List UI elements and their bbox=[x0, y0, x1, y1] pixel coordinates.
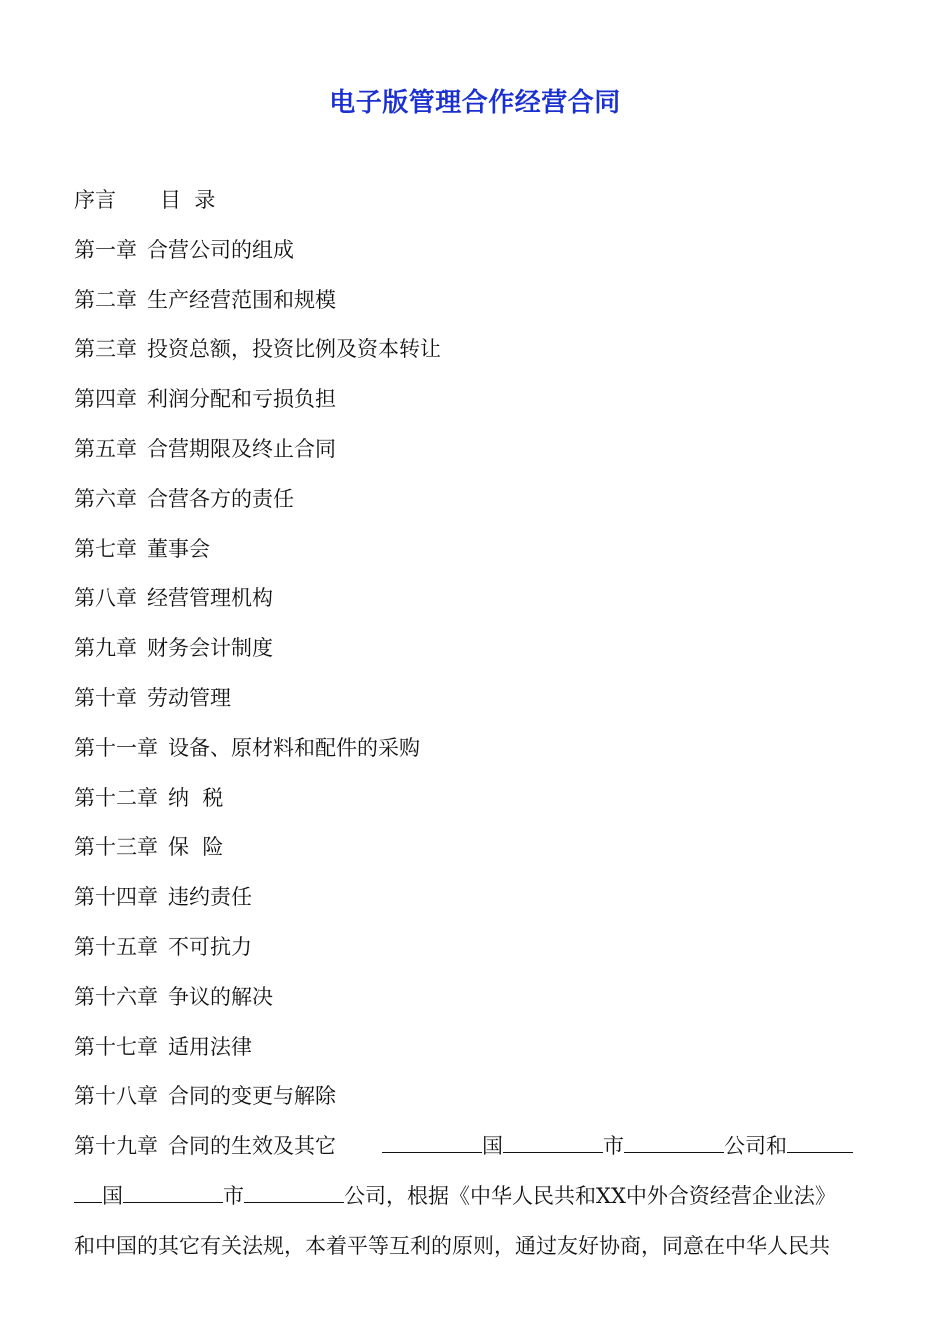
chapter-number: 第十八章 bbox=[74, 1084, 158, 1109]
chapter-title: 合营公司的组成 bbox=[147, 237, 294, 262]
chapter-title: 合营各方的责任 bbox=[147, 486, 294, 511]
chapter-number: 第十二章 bbox=[74, 785, 158, 810]
chapter-title: 经营管理机构 bbox=[147, 586, 273, 611]
chapter-title: 违约责任 bbox=[168, 885, 252, 910]
body-text: 公司，根据《中华人民共和XX中外合资经营企业法》 bbox=[344, 1183, 836, 1208]
body-text: 市 bbox=[603, 1134, 624, 1159]
toc-item bbox=[74, 980, 884, 1030]
toc-item bbox=[74, 581, 884, 631]
body-text: 市 bbox=[223, 1183, 244, 1208]
body-text: 国 bbox=[102, 1183, 123, 1208]
toc-item bbox=[74, 830, 884, 880]
toc-item bbox=[74, 332, 884, 382]
chapter-number: 第十五章 bbox=[74, 934, 158, 959]
chapter-title: 保 险 bbox=[168, 835, 224, 860]
toc-item bbox=[74, 233, 884, 283]
chapter-title: 合同的变更与解除 bbox=[168, 1084, 336, 1109]
blank-field bbox=[123, 1180, 223, 1203]
table-of-contents bbox=[74, 183, 884, 1279]
chapter-number: 第三章 bbox=[74, 337, 137, 362]
blank-field bbox=[74, 1180, 102, 1203]
toc-item bbox=[74, 880, 884, 930]
toc-item bbox=[74, 731, 884, 781]
blank-field bbox=[244, 1180, 344, 1203]
chapter-title: 争议的解决 bbox=[168, 984, 273, 1009]
toc-item bbox=[74, 631, 884, 681]
chapter-title: 劳动管理 bbox=[147, 685, 231, 710]
chapter-number: 第十章 bbox=[74, 685, 137, 710]
chapter-title: 合营期限及终止合同 bbox=[147, 436, 336, 461]
toc-item bbox=[74, 532, 884, 582]
body-text: 公司和 bbox=[724, 1134, 787, 1159]
toc-item bbox=[74, 482, 884, 532]
chapter-number: 第九章 bbox=[74, 636, 137, 661]
chapter-title: 合同的生效及其它 bbox=[168, 1134, 336, 1159]
body-line bbox=[74, 1179, 884, 1229]
chapter-title: 财务会计制度 bbox=[147, 636, 273, 661]
blank-field bbox=[382, 1130, 482, 1153]
toc-item bbox=[74, 1030, 884, 1080]
chapter-title: 不可抗力 bbox=[168, 934, 252, 959]
chapter-title: 生产经营范围和规模 bbox=[147, 287, 336, 312]
toc-label: 目 录 bbox=[160, 188, 216, 212]
toc-item bbox=[74, 382, 884, 432]
chapter-title: 投资总额，投资比例及资本转让 bbox=[147, 337, 441, 362]
toc-item-with-body-start bbox=[74, 1129, 884, 1179]
chapter-title: 利润分配和亏损负担 bbox=[147, 387, 336, 412]
body-line: 和中国的其它有关法规，本着平等互利的原则，通过友好协商，同意在中华人民共 bbox=[74, 1233, 830, 1258]
chapter-number: 第一章 bbox=[74, 237, 137, 262]
chapter-title: 董事会 bbox=[147, 536, 210, 561]
chapter-number: 第十六章 bbox=[74, 984, 158, 1009]
blank-field bbox=[624, 1130, 724, 1153]
toc-item bbox=[74, 1079, 884, 1129]
toc-header bbox=[74, 183, 884, 233]
chapter-number: 第十九章 bbox=[74, 1134, 158, 1159]
blank-field bbox=[787, 1130, 853, 1153]
toc-item bbox=[74, 930, 884, 980]
chapter-number: 第二章 bbox=[74, 287, 137, 312]
chapter-title: 适用法律 bbox=[168, 1034, 252, 1059]
chapter-number: 第六章 bbox=[74, 486, 137, 511]
preface-label: 序言 bbox=[74, 188, 116, 212]
toc-item bbox=[74, 681, 884, 731]
document-title: 电子版管理合作经营合同 bbox=[329, 88, 621, 118]
chapter-number: 第五章 bbox=[74, 436, 137, 461]
chapter-number: 第十三章 bbox=[74, 835, 158, 860]
body-text: 国 bbox=[482, 1134, 503, 1159]
chapter-title: 纳 税 bbox=[168, 785, 224, 810]
chapter-number: 第七章 bbox=[74, 536, 137, 561]
blank-field bbox=[503, 1130, 603, 1153]
chapter-number: 第四章 bbox=[74, 387, 137, 412]
chapter-title: 设备、原材料和配件的采购 bbox=[168, 735, 420, 760]
chapter-number: 第八章 bbox=[74, 586, 137, 611]
chapter-number: 第十七章 bbox=[74, 1034, 158, 1059]
toc-item bbox=[74, 432, 884, 482]
toc-item bbox=[74, 283, 884, 333]
toc-item bbox=[74, 781, 884, 831]
chapter-number: 第十一章 bbox=[74, 735, 158, 760]
chapter-number: 第十四章 bbox=[74, 885, 158, 910]
